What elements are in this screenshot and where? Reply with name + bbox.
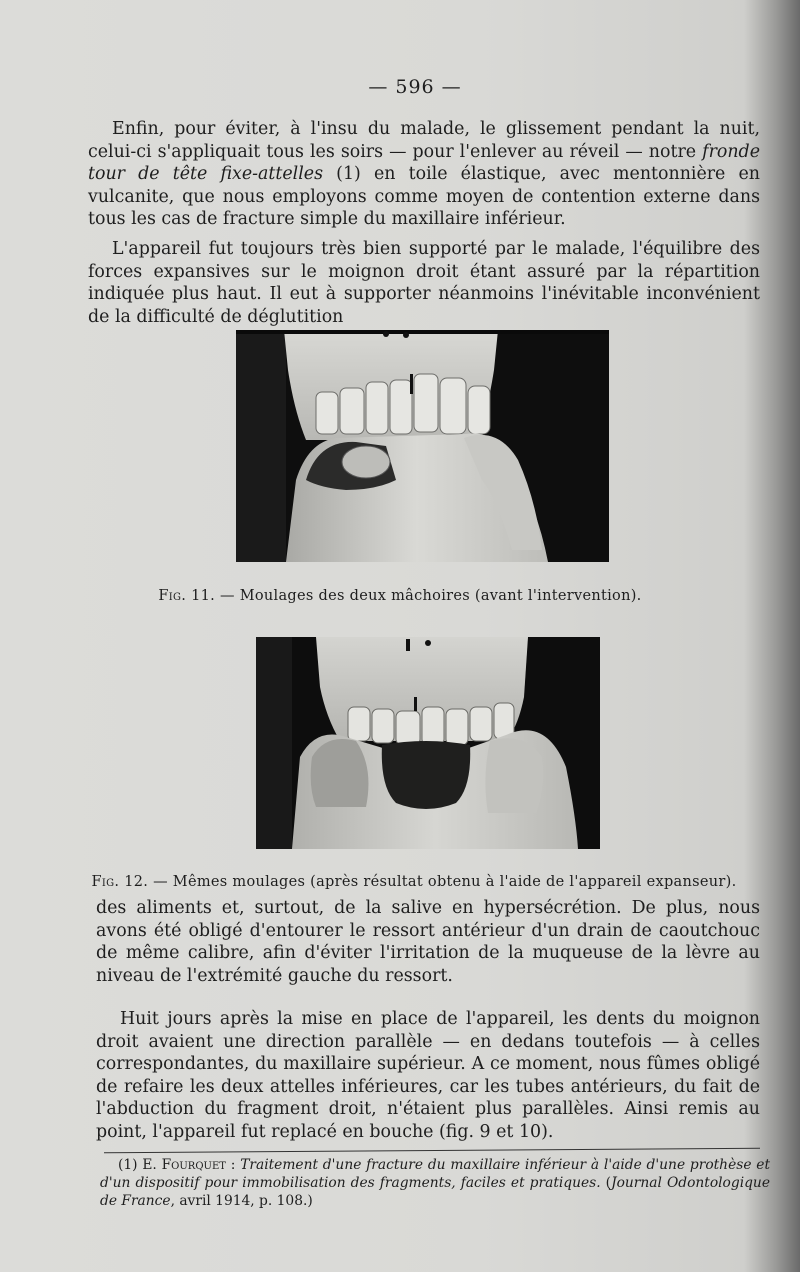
- paragraph-1-text-b: (1) en toile élastique, avec mentonnière en vulcanite, que nous employons comme moyen de contention externe dans tous les cas de fracture simple du maxillaire inférieur.: [88, 164, 761, 230]
- figure-11-caption: [0, 588, 800, 604]
- paragraph-1: [88, 118, 760, 231]
- footnote-author: Fourquet: [161, 1157, 226, 1173]
- figure-11-caption-text: — Moulages des deux mâchoires (avant l'intervention).: [215, 588, 642, 604]
- page-number: — 596 —: [368, 76, 462, 98]
- figure-12-label: Fig. 12.: [91, 874, 149, 890]
- footnote-divider: [104, 1148, 760, 1154]
- footnote: [100, 1156, 770, 1210]
- paragraph-1-text-a: Enfin, pour éviter, à l'insu du malade, le glissement pendant la nuit, celui-ci s'appliquait tous les soirs — pour l'enlever au réveil — notre: [88, 119, 760, 162]
- footnote-title: Traitement d'une fracture du maxillaire inférieur à l'aide d'une prothèse et d'un dispositif pour immobilisation des fragments, faciles et pratiques.: [100, 1157, 770, 1191]
- figure-11-label: Fig. 11.: [158, 588, 216, 604]
- figure-11-photo: [236, 330, 609, 562]
- paragraph-4: Huit jours après la mise en place de l'appareil, les dents du moignon droit avaient une direction parallèle — en dedans toutefois — à celles correspondantes, du maxillaire supérieur. A ce moment, nous fûmes obligé de refaire les deux attelles inférieures, car les tubes antérieurs, du fait de l'abduction du fragment droit, n'étaient plus parallèles. Ainsi remis au point, l'appareil fut replacé en bouche (fig. 9 et 10).: [96, 1009, 760, 1142]
- footnote-marker: (1) E.: [118, 1157, 162, 1173]
- paragraph-1-emphasis: fronde tour de tête fixe-attelles: [88, 141, 760, 185]
- figure-12-illustration: [256, 637, 600, 849]
- figure-12-caption-text: — Mêmes moulages (après résultat obtenu à l'aide de l'appareil expanseur).: [148, 874, 737, 890]
- paragraph-3: des aliments et, surtout, de la salive en hypersécrétion. De plus, nous avons été obligé d'entourer le ressort antérieur d'un drain de caoutchouc de même calibre, afin d'éviter l'irritation de la muqueuse de la lèvre au niveau de l'extrémité gauche du ressort.: [96, 898, 760, 986]
- footnote-tail: , avril 1914, p. 108.): [170, 1193, 313, 1209]
- footnote-journal-open: (: [600, 1175, 612, 1191]
- figure-12-photo: [256, 637, 600, 849]
- figure-11-illustration: [236, 330, 609, 562]
- figure-12-caption: [0, 874, 800, 890]
- footnote-separator: :: [225, 1157, 241, 1173]
- footnote-journal: Journal Odontologique de France: [100, 1175, 770, 1209]
- paragraph-2: L'appareil fut toujours très bien supporté par le malade, l'équilibre des forces expansives sur le moignon droit étant assuré par la répartition indiquée plus haut. Il eut à supporter néanmoins l'inévitable inconvénient de la difficulté de déglutition: [88, 239, 760, 327]
